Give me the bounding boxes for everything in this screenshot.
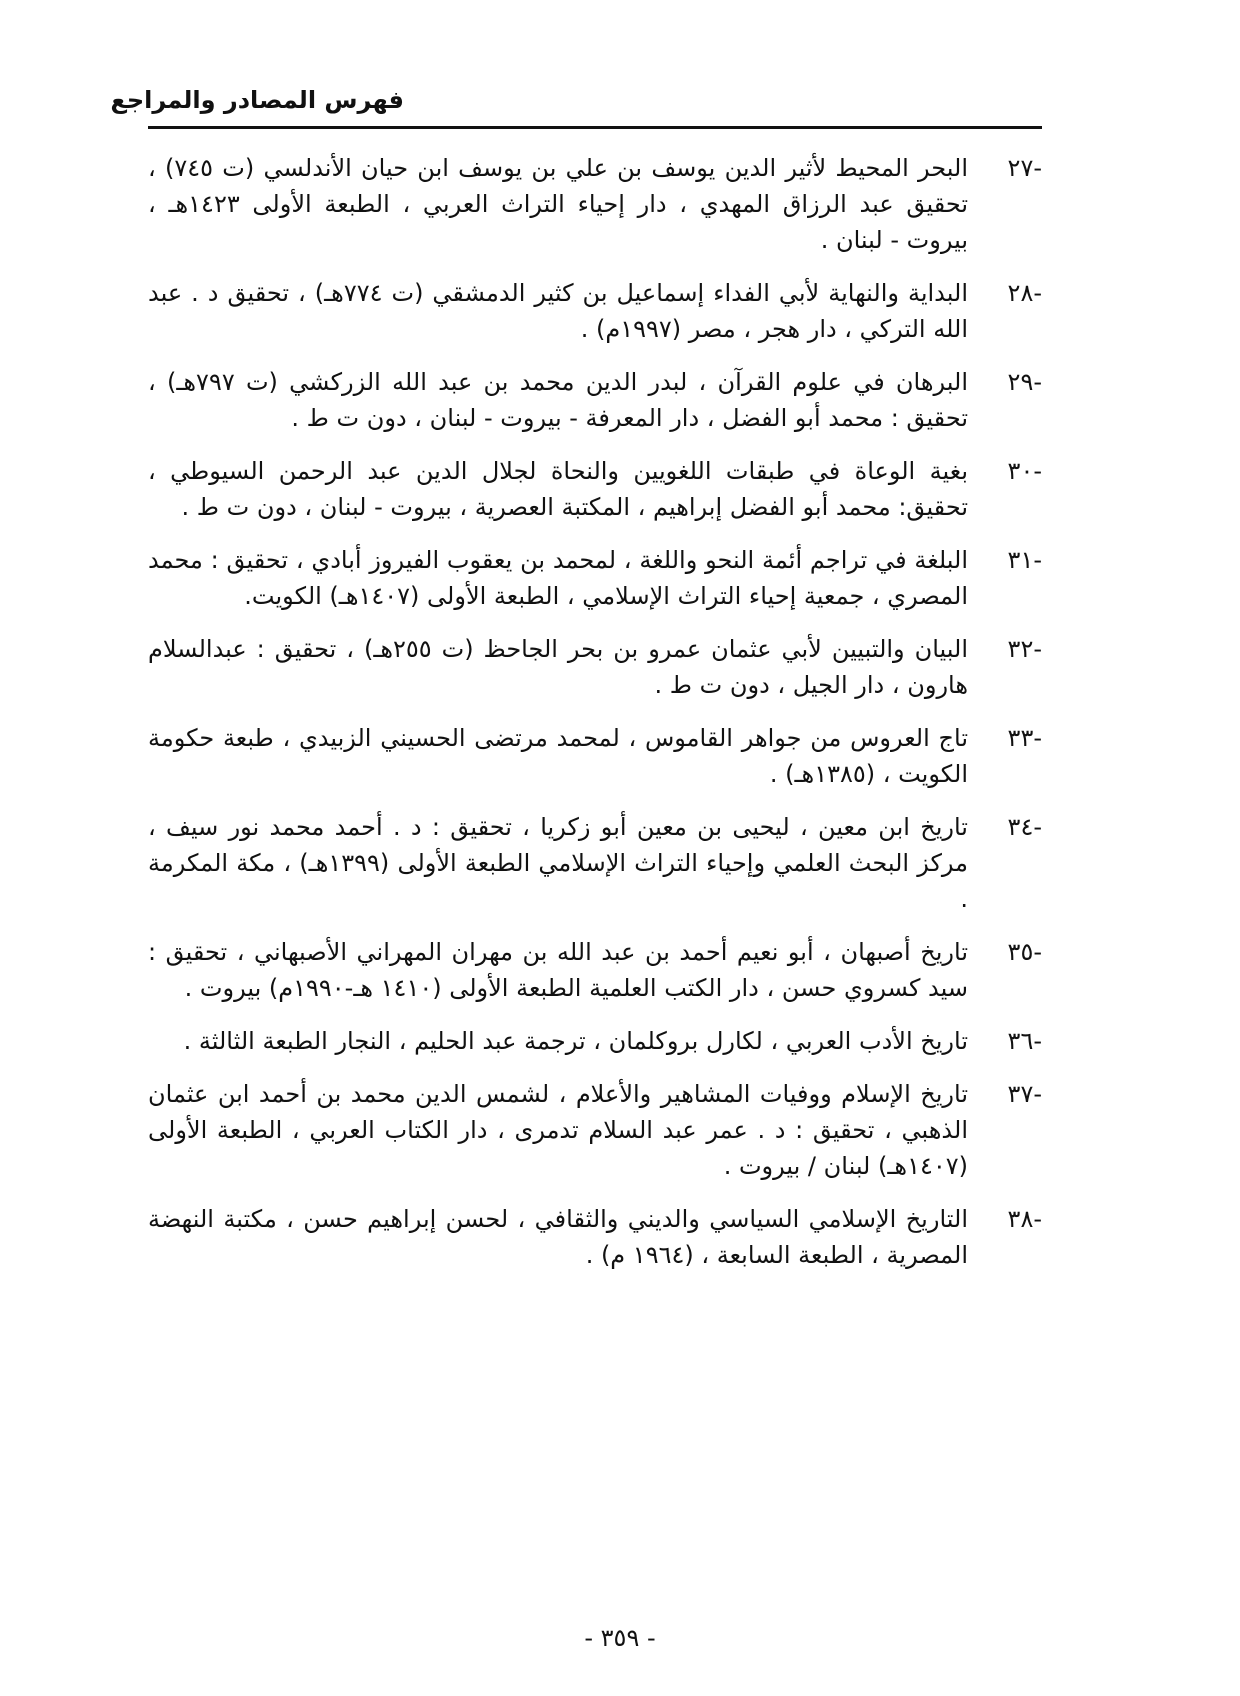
entry-text: التاريخ الإسلامي السياسي والديني والثقافي ، لحسن إبراهيم حسن ، مكتبة النهضة المصرية ، الطبعة السابعة ، (١٩٦٤ م) . <box>148 1205 968 1269</box>
entry-text: البحر المحيط لأثير الدين يوسف بن علي بن يوسف ابن حيان الأندلسي (ت ٧٤٥) ، تحقيق عبد الرزاق المهدي ، دار إحياء التراث العربي ، الطبعة الأولى ١٤٢٣هـ ، بيروت - لبنان . <box>148 154 969 254</box>
entry-text: تاريخ الإسلام ووفيات المشاهير والأعلام ، لشمس الدين محمد بن أحمد ابن عثمان الذهبي ، تحقيق : د . عمر عبد السلام تدمرى ، دار الكتاب العربي ، الطبعة الأولى (١٤٠٧هـ) لبنان / بيروت . <box>148 1080 968 1180</box>
bibliography-list <box>148 150 1042 1290</box>
entry-number: -٣٨ <box>1007 1205 1042 1233</box>
bibliography-entry <box>148 809 1042 917</box>
bibliography-entry <box>148 720 1042 792</box>
entry-text: البيان والتبيين لأبي عثمان عمرو بن بحر الجاحظ (ت ٢٥٥هـ) ، تحقيق : عبدالسلام هارون ، دار الجيل ، دون ت ط . <box>148 635 968 699</box>
entry-text: البلغة في تراجم أئمة النحو واللغة ، لمحمد بن يعقوب الفيروز أبادي ، تحقيق : محمد المصري ، جمعية إحياء التراث الإسلامي ، الطبعة الأولى (١٤٠٧هـ) الكويت. <box>148 546 968 610</box>
entry-number: -٣٠ <box>1007 457 1042 485</box>
bibliography-entry <box>148 631 1042 703</box>
entry-text: تاريخ الأدب العربي ، لكارل بروكلمان ، ترجمة عبد الحليم ، النجار الطبعة الثالثة . <box>183 1027 968 1055</box>
header-divider <box>148 126 1042 129</box>
entry-text: تاج العروس من جواهر القاموس ، لمحمد مرتضى الحسيني الزبيدي ، طبعة حكومة الكويت ، (١٣٨٥هـ) . <box>148 724 968 788</box>
entry-text: البداية والنهاية لأبي الفداء إسماعيل بن كثير الدمشقي (ت ٧٧٤هـ) ، تحقيق د . عبد الله التركي ، دار هجر ، مصر (١٩٩٧م) . <box>148 279 968 343</box>
bibliography-entry <box>148 1023 1042 1059</box>
entry-text: تاريخ ابن معين ، ليحيى بن معين أبو زكريا ، تحقيق : د . أحمد محمد نور سيف ، مركز البحث العلمي وإحياء التراث الإسلامي الطبعة الأولى (١٣٩٩هـ) ، مكة المكرمة . <box>148 813 968 913</box>
entry-number: -٣٦ <box>1007 1027 1042 1055</box>
entry-number: -٢٧ <box>1007 154 1042 182</box>
bibliography-entry <box>148 542 1042 614</box>
bibliography-entry <box>148 934 1042 1006</box>
bibliography-entry <box>148 1201 1042 1273</box>
entry-number: -٣٢ <box>1007 635 1042 663</box>
page-number: - ٣٥٩ - <box>584 1624 656 1652</box>
entry-number: -٣٣ <box>1007 724 1042 752</box>
entry-number: -٢٨ <box>1007 279 1042 307</box>
entry-text: تاريخ أصبهان ، أبو نعيم أحمد بن عبد الله بن مهران المهراني الأصبهاني ، تحقيق : سيد كسروي حسن ، دار الكتب العلمية الطبعة الأولى (١٤١٠ هـ-١٩٩٠م) بيروت . <box>148 938 968 1002</box>
page-header-title: فهرس المصادر والمراجع <box>110 86 404 114</box>
entry-text: بغية الوعاة في طبقات اللغويين والنحاة لجلال الدين عبد الرحمن السيوطي ، تحقيق: محمد أبو الفضل إبراهيم ، المكتبة العصرية ، بيروت - لبنان ، دون ت ط . <box>148 457 968 521</box>
bibliography-entry <box>148 1076 1042 1184</box>
entry-number: -٣٤ <box>1007 813 1042 841</box>
entry-number: -٣٥ <box>1007 938 1042 966</box>
entry-number: -٢٩ <box>1007 368 1042 396</box>
bibliography-entry <box>148 364 1042 436</box>
entry-number: -٣٧ <box>1007 1080 1042 1108</box>
bibliography-entry <box>148 275 1042 347</box>
entry-number: -٣١ <box>1007 546 1042 574</box>
bibliography-entry <box>148 150 1042 258</box>
bibliography-entry <box>148 453 1042 525</box>
entry-text: البرهان في علوم القرآن ، لبدر الدين محمد بن عبد الله الزركشي (ت ٧٩٧هـ) ، تحقيق : محمد أبو الفضل ، دار المعرفة - بيروت - لبنان ، دون ت ط . <box>148 368 968 432</box>
